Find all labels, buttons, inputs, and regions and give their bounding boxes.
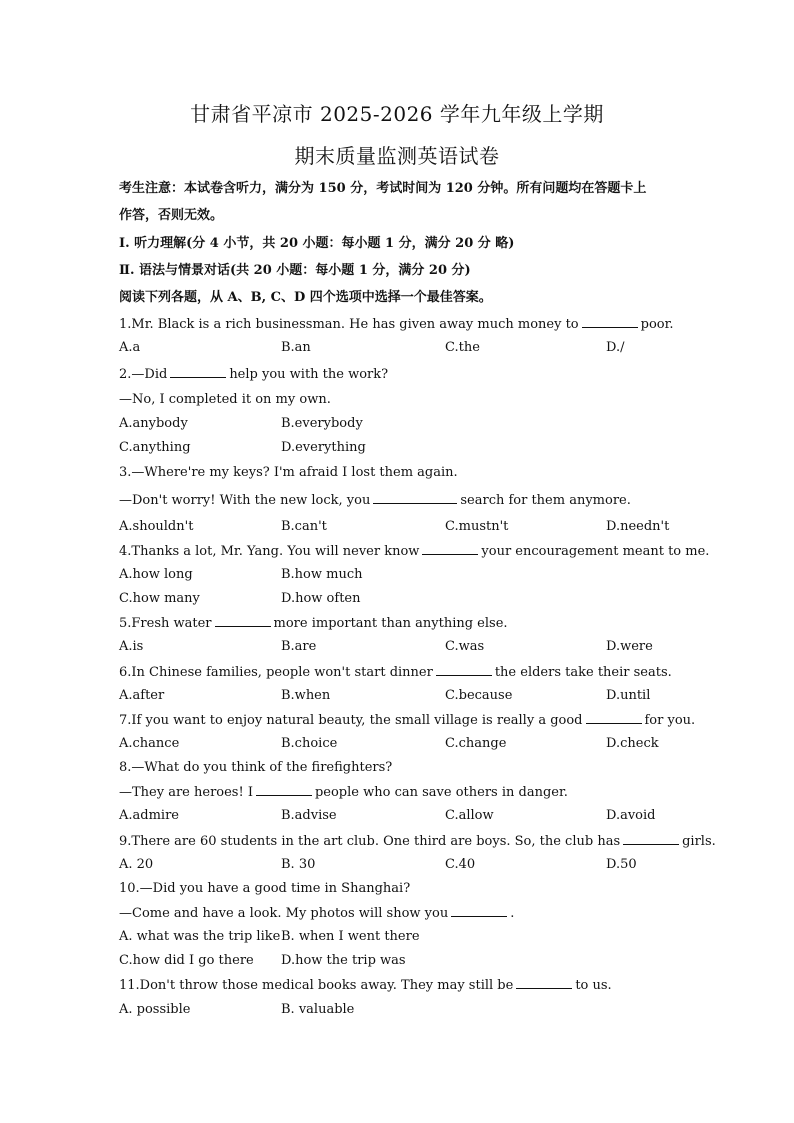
q6-stem-end: the elders take their seats. <box>494 665 672 680</box>
q9-option-a: A. 20 <box>119 857 154 872</box>
question-1 <box>119 315 714 334</box>
q8-reply <box>119 783 714 802</box>
q2-option-b: B.everybody <box>281 416 363 431</box>
q3-option-b: B.can't <box>281 519 327 534</box>
question-7 <box>119 711 714 730</box>
q2-option-c: C.anything <box>119 440 191 455</box>
answer-blank <box>422 542 478 555</box>
q5-option-d: D.were <box>606 639 653 654</box>
question-5 <box>119 614 714 633</box>
q6-stem: 6.In Chinese families, people won't start dinner <box>119 665 433 680</box>
q10-reply <box>119 904 714 923</box>
question-4 <box>119 542 714 561</box>
q8-stem-end: people who can save others in danger. <box>314 785 568 800</box>
q9-option-d: D.50 <box>606 857 637 872</box>
q8-option-b: B.advise <box>281 808 337 823</box>
q3-stem-end: search for them anymore. <box>460 493 631 508</box>
q1-option-b: B.an <box>281 340 311 355</box>
q4-stem: 4.Thanks a lot, Mr. Yang. You will never know <box>119 544 420 559</box>
question-3: 3.—Where're my keys? I'm afraid I lost them again. <box>119 465 458 480</box>
q6-option-b: B.when <box>281 688 331 703</box>
q2-stem: 2.—Did <box>119 367 168 382</box>
answer-blank <box>170 365 226 378</box>
q7-option-c: C.change <box>445 736 507 751</box>
q5-option-a: A.is <box>119 639 144 654</box>
answer-blank <box>451 904 507 917</box>
q1-stem: 1.Mr. Black is a rich businessman. He has given away much money to <box>119 317 579 332</box>
q9-stem-end: girls. <box>682 834 716 849</box>
q3-option-a: A.shouldn't <box>119 519 194 534</box>
q9-option-b: B. 30 <box>281 857 316 872</box>
q10-option-a: A. what was the trip like <box>119 929 281 944</box>
q11-option-a: A. possible <box>119 1002 191 1017</box>
answer-blank <box>516 976 572 989</box>
question-9 <box>119 832 714 851</box>
q5-stem-end: more important than anything else. <box>273 616 508 631</box>
q7-option-a: A.chance <box>119 736 180 751</box>
q3-stem: —Don't worry! With the new lock, you <box>119 493 371 508</box>
directions: 阅读下列各题，从 A、B, C、D 四个选项中选择一个最佳答案。 <box>119 290 492 305</box>
question-10: 10.—Did you have a good time in Shanghai? <box>119 881 411 896</box>
q10-option-b: B. when I went there <box>281 929 420 944</box>
q1-stem-end: poor. <box>640 317 674 332</box>
q9-option-c: C.40 <box>445 857 476 872</box>
q2-stem-end: help you with the work? <box>229 367 389 382</box>
q4-option-d: D.how often <box>281 591 361 606</box>
q2-option-d: D.everything <box>281 440 366 455</box>
answer-blank <box>586 711 642 724</box>
q7-stem-end: for you. <box>644 713 696 728</box>
q8-option-d: D.avoid <box>606 808 656 823</box>
q1-option-c: C.the <box>445 340 480 355</box>
question-11 <box>119 976 714 995</box>
answer-blank <box>373 491 457 504</box>
q6-option-c: C.because <box>445 688 513 703</box>
q2-reply: —No, I completed it on my own. <box>119 392 331 407</box>
q5-stem: 5.Fresh water <box>119 616 212 631</box>
q6-option-d: D.until <box>606 688 651 703</box>
section-2-heading: Ⅱ. 语法与情景对话(共 20 小题：每小题 1 分，满分 20 分) <box>119 263 471 278</box>
q10-option-d: D.how the trip was <box>281 953 406 968</box>
q4-stem-end: your encouragement meant to me. <box>481 544 710 559</box>
answer-blank <box>623 832 679 845</box>
title-line-1: 甘肃省平凉市 2025-2026 学年九年级上学期 <box>190 102 604 126</box>
q4-option-c: C.how many <box>119 591 200 606</box>
question-8: 8.—What do you think of the firefighters? <box>119 760 393 775</box>
q4-option-b: B.how much <box>281 567 363 582</box>
notice-line-1: 考生注意：本试卷含听力，满分为 150 分，考试时间为 120 分钟。所有问题均在答题卡上 <box>119 181 647 196</box>
q11-option-b: B. valuable <box>281 1002 355 1017</box>
q3-option-c: C.mustn't <box>445 519 509 534</box>
section-1-heading: I. 听力理解(分 4 小节，共 20 小题：每小题 1 分，满分 20 分 略) <box>119 236 515 251</box>
q10-stem-end: . <box>510 906 515 921</box>
q3-option-d: D.needn't <box>606 519 670 534</box>
notice-line-2: 作答，否则无效。 <box>119 208 224 223</box>
answer-blank <box>436 663 492 676</box>
answer-blank <box>256 783 312 796</box>
q11-stem-end: to us. <box>575 978 612 993</box>
answer-blank <box>582 315 638 328</box>
q6-option-a: A.after <box>119 688 165 703</box>
q1-option-a: A.a <box>119 340 141 355</box>
q8-option-a: A.admire <box>119 808 179 823</box>
q4-option-a: A.how long <box>119 567 193 582</box>
q8-option-c: C.allow <box>445 808 494 823</box>
question-2 <box>119 365 714 384</box>
q2-option-a: A.anybody <box>119 416 188 431</box>
q11-stem: 11.Don't throw those medical books away. They may still be <box>119 978 514 993</box>
title-line-2: 期末质量监测英语试卷 <box>294 144 500 168</box>
q5-option-c: C.was <box>445 639 485 654</box>
q10-stem: —Come and have a look. My photos will show you <box>119 906 449 921</box>
q5-option-b: B.are <box>281 639 317 654</box>
q7-stem: 7.If you want to enjoy natural beauty, the small village is really a good <box>119 713 583 728</box>
q8-stem: —They are heroes! I <box>119 785 253 800</box>
q1-option-d: D./ <box>606 340 625 355</box>
q3-reply <box>119 491 714 510</box>
q10-option-c: C.how did I go there <box>119 953 254 968</box>
q9-stem: 9.There are 60 students in the art club. One third are boys. So, the club has <box>119 834 621 849</box>
q7-option-b: B.choice <box>281 736 338 751</box>
question-6 <box>119 663 714 682</box>
answer-blank <box>215 614 271 627</box>
q7-option-d: D.check <box>606 736 659 751</box>
